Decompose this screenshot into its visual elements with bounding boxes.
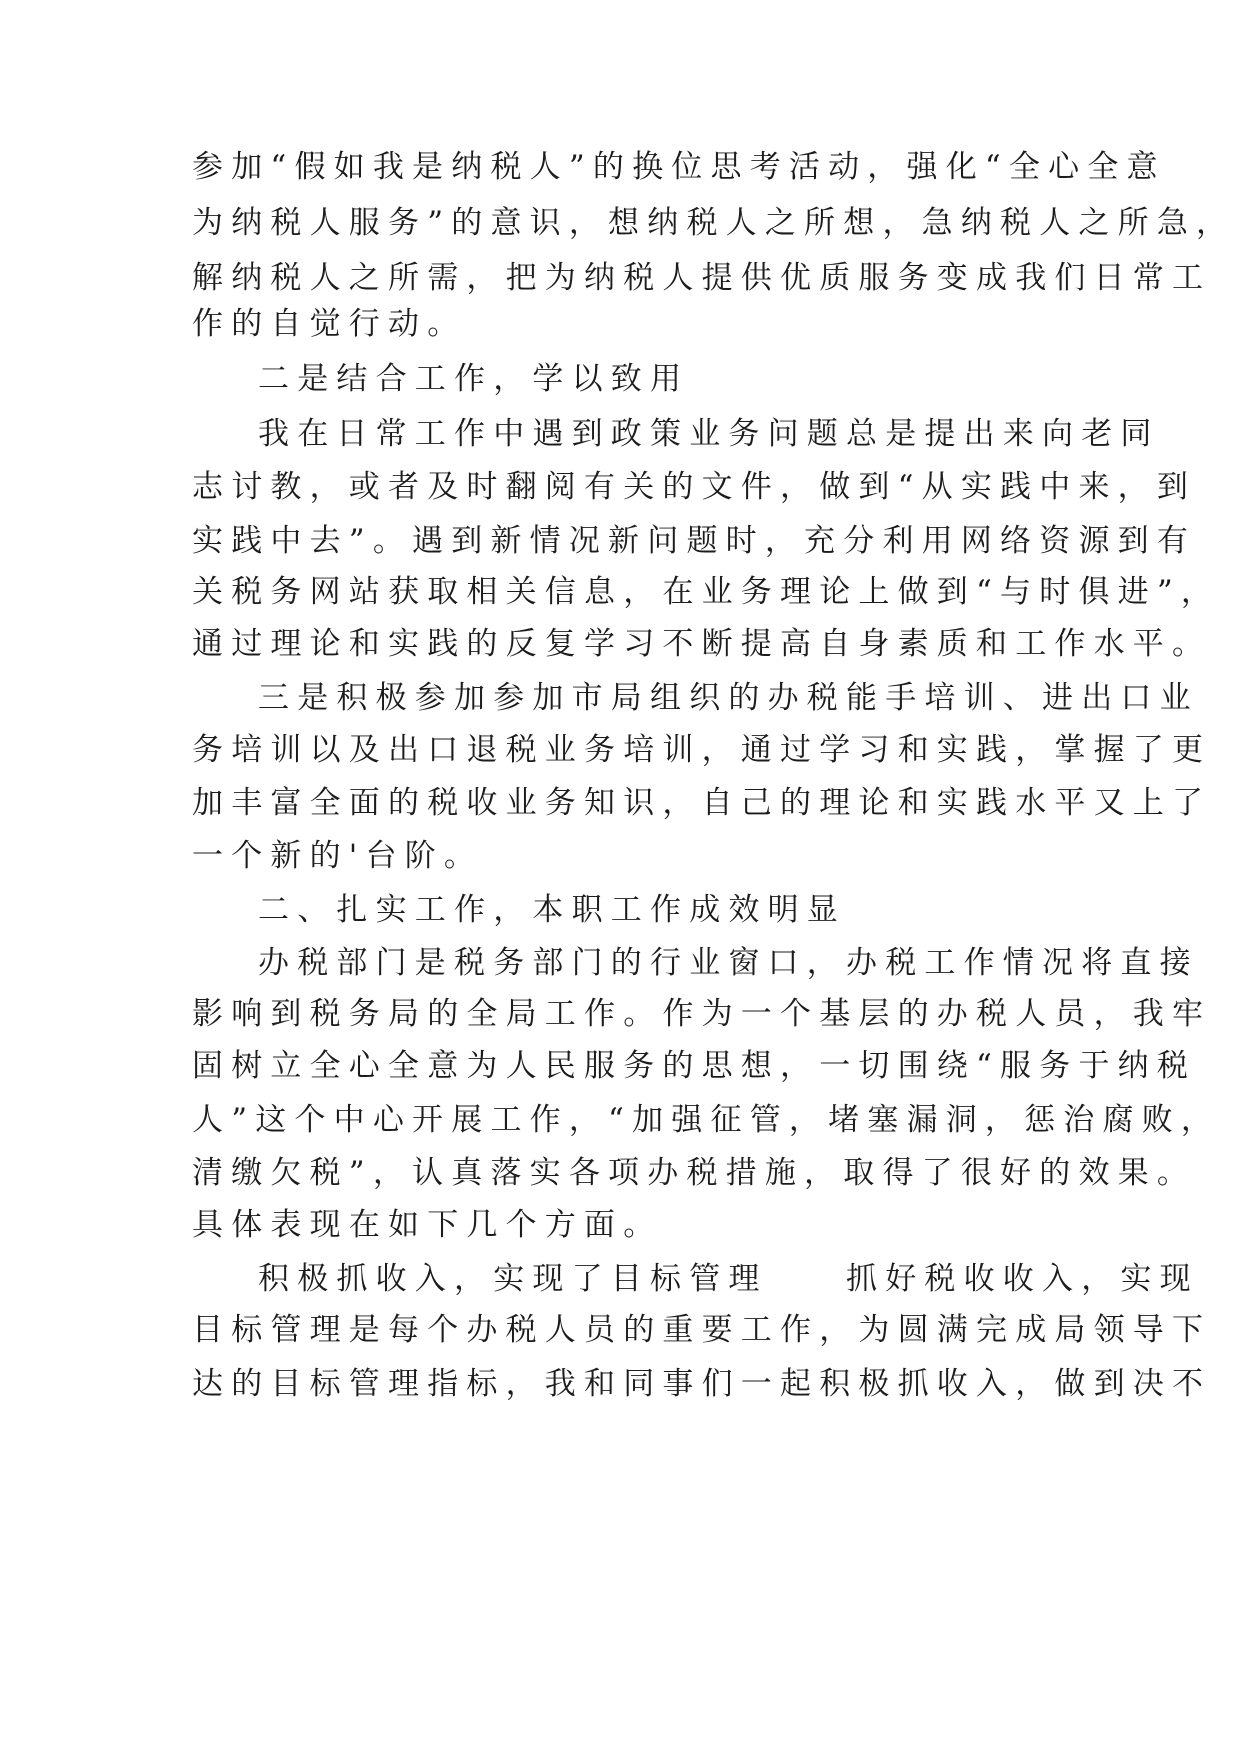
paragraph-line: 为纳税人服务”的意识，想纳税人之所想，急纳税人之所急， — [192, 205, 1236, 241]
paragraph-line: 志讨教，或者及时翻阅有关的文件，做到“从实践中来，到 — [192, 469, 1197, 505]
paragraph-line: 务培训以及出口退税业务培训，通过学习和实践，掌握了更 — [192, 732, 1212, 768]
paragraph-line: 达的目标管理指标，我和同事们一起积极抓收入，做到决不 — [192, 1366, 1212, 1402]
paragraph-line: 解纳税人之所需，把为纳税人提供优质服务变成我们日常工 — [192, 260, 1212, 296]
paragraph-line: 人”这个中心开展工作，“加强征管，堵塞漏洞，惩治腐败， — [192, 1102, 1221, 1138]
paragraph-line: 影响到税务局的全局工作。作为一个基层的办税人员，我牢 — [192, 996, 1212, 1032]
paragraph-line: 目标管理是每个办税人员的重要工作，为圆满完成局领导下 — [192, 1312, 1212, 1348]
paragraph-line: 三是积极参加参加市局组织的办税能手培训、进出口业 — [258, 680, 1199, 716]
paragraph-line: 关税务网站获取相关信息，在业务理论上做到“与时俱进”， — [192, 574, 1221, 610]
paragraph-line: 具体表现在如下几个方面。 — [192, 1207, 663, 1243]
section-heading: 二、扎实工作，本职工作成效明显 — [258, 892, 846, 928]
paragraph-line: 积极抓收入，实现了目标管理 抓好税收收入，实现 — [258, 1261, 1199, 1297]
paragraph-line: 我在日常工作中遇到政策业务问题总是提出来向老同 — [258, 416, 1160, 452]
paragraph-line: 清缴欠税”，认真落实各项办税措施，取得了很好的效果。 — [192, 1155, 1197, 1191]
section-heading: 二是结合工作，学以致用 — [258, 361, 690, 397]
paragraph-line: 一个新的'台阶。 — [192, 838, 484, 874]
paragraph-line: 办税部门是税务部门的行业窗口，办税工作情况将直接 — [258, 945, 1199, 981]
paragraph-line: 实践中去”。遇到新情况新问题时，充分利用网络资源到有 — [192, 523, 1197, 559]
paragraph-line: 加丰富全面的税收业务知识，自己的理论和实践水平又上了 — [192, 785, 1212, 821]
paragraph-line: 参加“假如我是纳税人”的换位思考活动，强化“全心全意 — [192, 149, 1166, 185]
paragraph-line: 通过理论和实践的反复学习不断提高自身素质和工作水平。 — [192, 626, 1212, 662]
paragraph-line: 固树立全心全意为人民服务的思想，一切围绕“服务于纳税 — [192, 1048, 1197, 1084]
paragraph-line: 作的自觉行动。 — [192, 306, 467, 342]
